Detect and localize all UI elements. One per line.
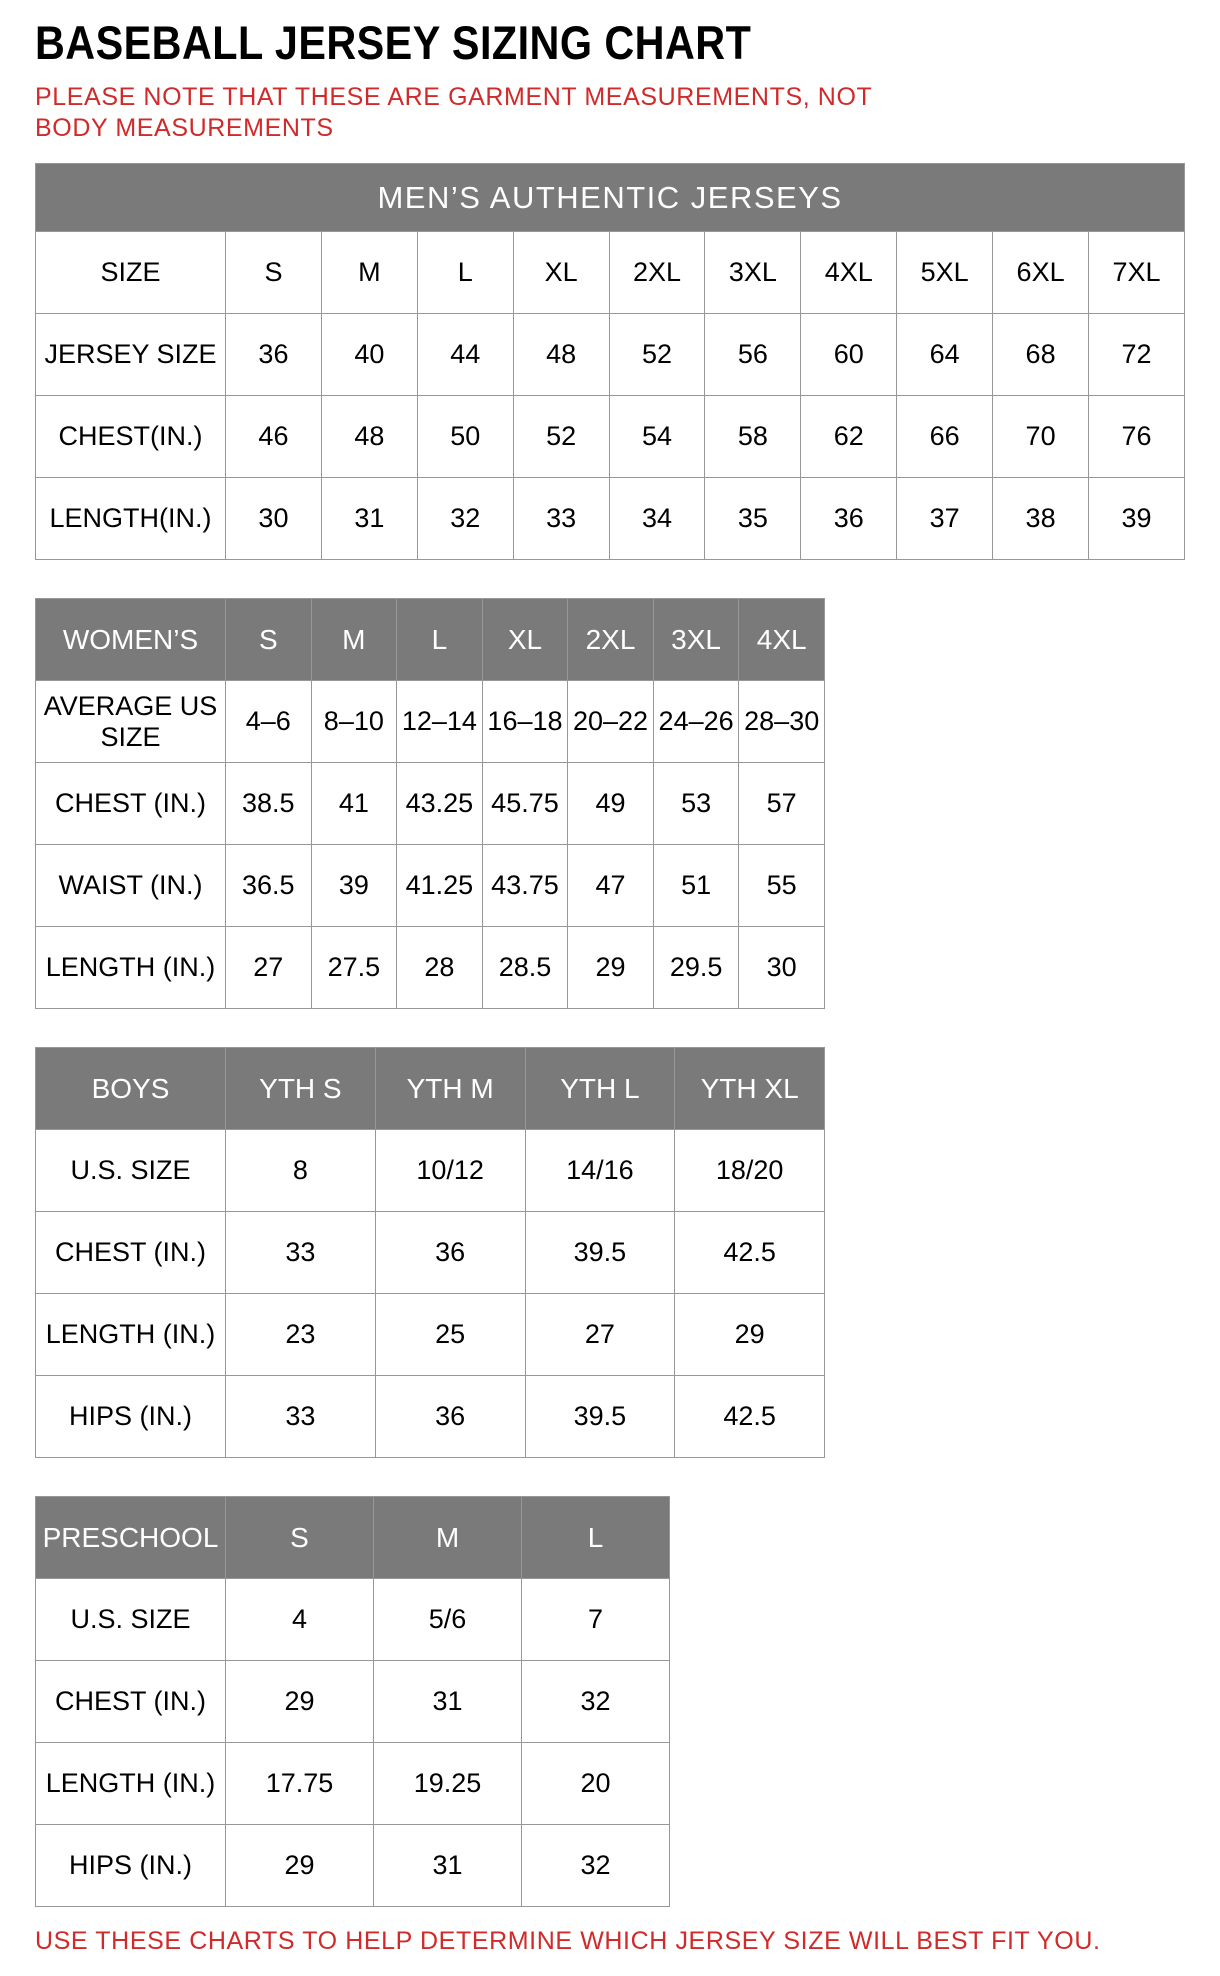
value-cell: 28 xyxy=(397,927,483,1009)
row-label-cell: WAIST (IN.) xyxy=(36,845,226,927)
value-cell: 68 xyxy=(993,314,1089,396)
value-cell: 52 xyxy=(609,314,705,396)
value-cell: 49 xyxy=(568,763,654,845)
value-cell: 45.75 xyxy=(482,763,568,845)
mens-grid xyxy=(35,163,1185,560)
value-cell: 60 xyxy=(801,314,897,396)
column-header-cell: YTH M xyxy=(375,1048,525,1130)
value-cell: 17.75 xyxy=(226,1743,374,1825)
table-row xyxy=(36,314,1185,396)
value-cell: 47 xyxy=(568,845,654,927)
value-cell: 42.5 xyxy=(675,1212,825,1294)
banner-row xyxy=(36,164,1185,232)
value-cell: 7 xyxy=(522,1579,670,1661)
value-cell: 28–30 xyxy=(739,681,825,763)
table-row xyxy=(36,763,825,845)
value-cell: 12–14 xyxy=(397,681,483,763)
column-header-cell: 4XL xyxy=(739,599,825,681)
value-cell: 32 xyxy=(522,1825,670,1907)
value-cell: 36 xyxy=(226,314,322,396)
value-cell: 39.5 xyxy=(525,1212,675,1294)
value-cell: 46 xyxy=(226,396,322,478)
table-row xyxy=(36,599,825,681)
column-header-cell: YTH XL xyxy=(675,1048,825,1130)
value-cell: 76 xyxy=(1089,396,1185,478)
row-label-cell: CHEST(IN.) xyxy=(36,396,226,478)
table-row xyxy=(36,1661,670,1743)
value-cell: 51 xyxy=(653,845,739,927)
boys-grid xyxy=(35,1047,825,1458)
value-cell: 32 xyxy=(417,478,513,560)
value-cell: 3XL xyxy=(705,232,801,314)
row-label-cell: CHEST (IN.) xyxy=(36,1661,226,1743)
value-cell: 30 xyxy=(226,478,322,560)
value-cell: 25 xyxy=(375,1294,525,1376)
value-cell: 33 xyxy=(226,1376,376,1458)
row-label-cell: CHEST (IN.) xyxy=(36,1212,226,1294)
column-header-cell: YTH S xyxy=(226,1048,376,1130)
column-header-cell: XL xyxy=(482,599,568,681)
value-cell: 5/6 xyxy=(374,1579,522,1661)
value-cell: L xyxy=(417,232,513,314)
value-cell: 40 xyxy=(321,314,417,396)
table-row xyxy=(36,396,1185,478)
value-cell: M xyxy=(321,232,417,314)
table-row xyxy=(36,232,1185,314)
value-cell: 36 xyxy=(375,1376,525,1458)
value-cell: 52 xyxy=(513,396,609,478)
column-header-cell: BOYS xyxy=(36,1048,226,1130)
row-label-cell: CHEST (IN.) xyxy=(36,763,226,845)
column-header-cell: S xyxy=(226,599,312,681)
value-cell: 54 xyxy=(609,396,705,478)
column-header-cell: WOMEN’S xyxy=(36,599,226,681)
value-cell: 31 xyxy=(321,478,417,560)
row-label-cell: JERSEY SIZE xyxy=(36,314,226,396)
column-header-cell: M xyxy=(311,599,397,681)
value-cell: 29.5 xyxy=(653,927,739,1009)
column-header-cell: L xyxy=(522,1497,670,1579)
value-cell: 16–18 xyxy=(482,681,568,763)
value-cell: 34 xyxy=(609,478,705,560)
value-cell: 39 xyxy=(311,845,397,927)
value-cell: 39.5 xyxy=(525,1376,675,1458)
value-cell: 4–6 xyxy=(226,681,312,763)
womens-grid xyxy=(35,598,825,1009)
value-cell: 29 xyxy=(226,1661,374,1743)
boys-sizing-table xyxy=(35,1047,1185,1458)
row-label-cell: LENGTH (IN.) xyxy=(36,1294,226,1376)
garment-measurement-note: PLEASE NOTE THAT THESE ARE GARMENT MEASUREMENTS, NOT BODY MEASUREMENTS xyxy=(35,83,872,142)
value-cell: 31 xyxy=(374,1661,522,1743)
value-cell: 36 xyxy=(801,478,897,560)
row-label-cell: SIZE xyxy=(36,232,226,314)
mens-sizing-table xyxy=(35,163,1185,560)
row-label-cell: HIPS (IN.) xyxy=(36,1825,226,1907)
table-row xyxy=(36,1294,825,1376)
row-label-cell: LENGTH (IN.) xyxy=(36,1743,226,1825)
value-cell: 10/12 xyxy=(375,1130,525,1212)
value-cell: 7XL xyxy=(1089,232,1185,314)
value-cell: 27 xyxy=(525,1294,675,1376)
value-cell: 19.25 xyxy=(374,1743,522,1825)
value-cell: 43.25 xyxy=(397,763,483,845)
value-cell: 18/20 xyxy=(675,1130,825,1212)
table-row xyxy=(36,1579,670,1661)
value-cell: 33 xyxy=(513,478,609,560)
value-cell: 29 xyxy=(568,927,654,1009)
value-cell: 41 xyxy=(311,763,397,845)
row-label-cell: AVERAGE US SIZE xyxy=(36,681,226,763)
womens-sizing-table xyxy=(35,598,1185,1009)
row-label-cell: U.S. SIZE xyxy=(36,1579,226,1661)
table-row xyxy=(36,478,1185,560)
value-cell: 4 xyxy=(226,1579,374,1661)
value-cell: 8–10 xyxy=(311,681,397,763)
value-cell: 50 xyxy=(417,396,513,478)
value-cell: 23 xyxy=(226,1294,376,1376)
value-cell: 32 xyxy=(522,1661,670,1743)
value-cell: 27.5 xyxy=(311,927,397,1009)
value-cell: 24–26 xyxy=(653,681,739,763)
value-cell: 28.5 xyxy=(482,927,568,1009)
value-cell: 36 xyxy=(375,1212,525,1294)
row-label-cell: LENGTH(IN.) xyxy=(36,478,226,560)
table-row xyxy=(36,1130,825,1212)
value-cell: 39 xyxy=(1089,478,1185,560)
value-cell: 29 xyxy=(226,1825,374,1907)
value-cell: 43.75 xyxy=(482,845,568,927)
table-row xyxy=(36,1212,825,1294)
footer-note: USE THESE CHARTS TO HELP DETERMINE WHICH JERSEY SIZE WILL BEST FIT YOU. xyxy=(35,1927,1101,1956)
value-cell: 14/16 xyxy=(525,1130,675,1212)
value-cell: 30 xyxy=(739,927,825,1009)
value-cell: 6XL xyxy=(993,232,1089,314)
table-row xyxy=(36,1825,670,1907)
column-header-cell: YTH L xyxy=(525,1048,675,1130)
preschool-sizing-table xyxy=(35,1496,1185,1907)
row-label-cell: HIPS (IN.) xyxy=(36,1376,226,1458)
value-cell: 48 xyxy=(513,314,609,396)
value-cell: 41.25 xyxy=(397,845,483,927)
value-cell: 4XL xyxy=(801,232,897,314)
value-cell: 33 xyxy=(226,1212,376,1294)
value-cell: 35 xyxy=(705,478,801,560)
value-cell: 29 xyxy=(675,1294,825,1376)
column-header-cell: M xyxy=(374,1497,522,1579)
table-row xyxy=(36,681,825,763)
preschool-grid xyxy=(35,1496,670,1907)
table-row xyxy=(36,1497,670,1579)
value-cell: 72 xyxy=(1089,314,1185,396)
value-cell: 44 xyxy=(417,314,513,396)
value-cell: 58 xyxy=(705,396,801,478)
table-row xyxy=(36,1376,825,1458)
value-cell: 57 xyxy=(739,763,825,845)
column-header-cell: 2XL xyxy=(568,599,654,681)
value-cell: 20–22 xyxy=(568,681,654,763)
value-cell: XL xyxy=(513,232,609,314)
row-label-cell: U.S. SIZE xyxy=(36,1130,226,1212)
value-cell: 38.5 xyxy=(226,763,312,845)
page-title: BASEBALL JERSEY SIZING CHART xyxy=(35,16,752,69)
value-cell: 42.5 xyxy=(675,1376,825,1458)
value-cell: 64 xyxy=(897,314,993,396)
value-cell: 38 xyxy=(993,478,1089,560)
value-cell: 37 xyxy=(897,478,993,560)
value-cell: 55 xyxy=(739,845,825,927)
column-header-cell: L xyxy=(397,599,483,681)
value-cell: 66 xyxy=(897,396,993,478)
column-header-cell: PRESCHOOL xyxy=(36,1497,226,1579)
value-cell: 53 xyxy=(653,763,739,845)
value-cell: S xyxy=(226,232,322,314)
column-header-cell: 3XL xyxy=(653,599,739,681)
value-cell: 2XL xyxy=(609,232,705,314)
value-cell: 20 xyxy=(522,1743,670,1825)
value-cell: 62 xyxy=(801,396,897,478)
value-cell: 27 xyxy=(226,927,312,1009)
column-header-cell: S xyxy=(226,1497,374,1579)
table-row xyxy=(36,1743,670,1825)
table-row xyxy=(36,1048,825,1130)
row-label-cell: LENGTH (IN.) xyxy=(36,927,226,1009)
mens-banner: MEN’S AUTHENTIC JERSEYS xyxy=(36,164,1185,232)
value-cell: 56 xyxy=(705,314,801,396)
value-cell: 48 xyxy=(321,396,417,478)
table-row xyxy=(36,845,825,927)
value-cell: 5XL xyxy=(897,232,993,314)
value-cell: 70 xyxy=(993,396,1089,478)
value-cell: 36.5 xyxy=(226,845,312,927)
value-cell: 8 xyxy=(226,1130,376,1212)
table-row xyxy=(36,927,825,1009)
value-cell: 31 xyxy=(374,1825,522,1907)
